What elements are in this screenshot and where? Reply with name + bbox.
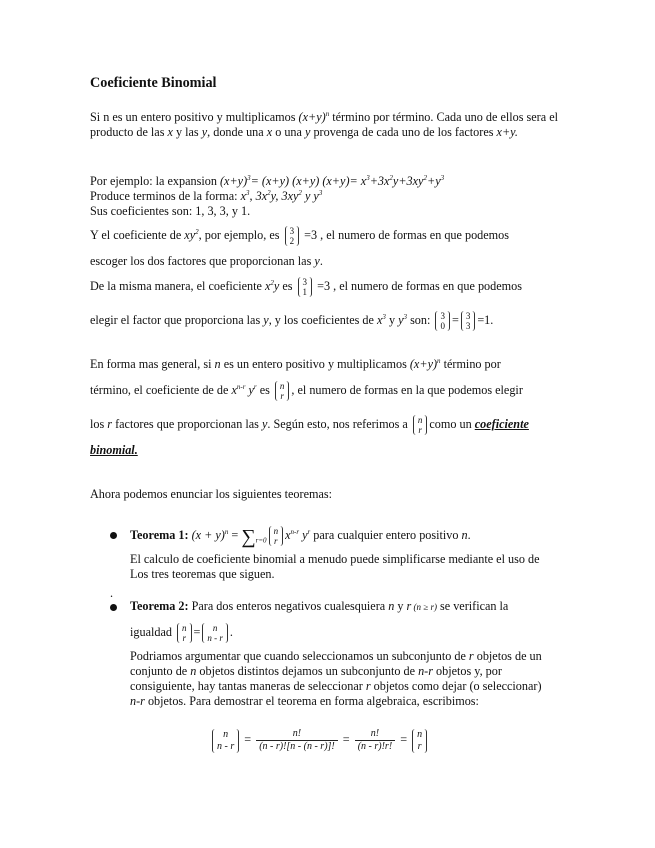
binomial-n-r: n r	[275, 381, 290, 401]
stray-dot: .	[110, 586, 114, 600]
bullet-icon	[110, 604, 117, 611]
page-title: Coeficiente Binomial	[90, 75, 217, 91]
example-terms: Produce terminos de la forma: $x^3$, $3x^2y$, $3xy^2$ y $y^3$	[90, 189, 323, 203]
binomial-3-2: 3 2	[285, 226, 300, 246]
binomial-3-3: 3 3	[461, 311, 476, 331]
theorem-2: Teorema 2: Para dos enteros negativos cualesquiera n y r (n ≥ r) se verifican la igualdad n r = n n - r . Podriamos argumentar que cuando seleccionamos un subconjunto de r objetos de un conjunto de n objetos distintos dejamos un subconjunto de n-r objetos y, por consiguiente, hay tantas maneras de seleccionar r objetos como dejar (o seleccionar) n-r objetos. Para demostrar el teorema en forma algebraica, escribimos:	[130, 599, 542, 708]
coeficiente-binomial-link-continued[interactable]: binomial.	[90, 443, 138, 457]
theorem-1: Teorema 1: $(x + y)^n = \sum_{r=0}$ n r $x^{n-r}$ $y^r$ para cualquier entero positivo n. El calculo de coeficiente binomial a menudo puede simplificarse mediante el uso de Los tres teoremas que siguen.	[130, 526, 540, 581]
theorems-intro: Ahora podemos enunciar los siguientes teoremas:	[90, 487, 332, 501]
binomial-n-n-r-right: n n - r	[202, 623, 228, 643]
example-paragraph	[90, 174, 568, 219]
coefficient-xy2-paragraph: Y el coeficiente de $xy^2$, por ejemplo, es 3 2 =3 , el numero de formas en que podemos escoger los dos factores que proporcionan las y.	[90, 226, 509, 268]
bullet-icon	[110, 532, 117, 539]
fraction-2: $\frac{n!}{(n - r)!r!}$	[355, 728, 395, 753]
binomial-n-r-result: n r	[412, 729, 427, 753]
coeficiente-binomial-link[interactable]: coeficiente	[474, 417, 529, 431]
example-expansion: Por ejemplo: la expansion $(x+y)^3= (x+y)$ (x+y) $(x+y)= x^3+3x^2y+3xy^2+y^3$	[90, 174, 445, 188]
binomial-n-r-reference: n r	[413, 415, 428, 435]
binomial-n-r-sum: n r	[269, 526, 284, 546]
binomial-3-1: 3 1	[298, 277, 313, 297]
general-paragraph: En forma mas general, si n es un entero positivo y multiplicamos $(x+y)^n$ término por término, el coeficiente de de $x^{n-r}$ $y^r$ es n r , el numero de formas en la que podemos elegir los r factores que proporcionan las y. Según esto, nos referimos a n r como un coeficiente binomial.	[90, 357, 529, 457]
intro-paragraph: Si n es un entero positivo y multiplicamos $(x+y)^n$ término por término. Cada uno de ellos sera el producto de las x y las y, donde una x o una y provenga de cada uno de los factores x+y.	[90, 110, 558, 139]
theorem-2-label: Teorema 2:	[130, 599, 189, 613]
binomial-n-r-left: n r	[177, 623, 192, 643]
fraction-1: $\frac{n!}{(n - r)![n - (n - r)]!}$	[256, 728, 338, 753]
algebraic-proof-formula: n n - r = $\frac{n!}{(n - r)![n - (n - r)]!}$ = $\frac{n!}{(n - r)!r!}$ = n r	[210, 728, 429, 753]
example-coefficients: Sus coeficientes son: 1, 3, 3, y 1.	[90, 204, 251, 218]
binomial-3-0: 3 0	[435, 311, 450, 331]
theorem-1-formula: $(x + y)^n = \sum_{r=0}$ n r $x^{n-r}$ $y^r$	[191, 526, 311, 548]
theorem-1-label: Teorema 1:	[130, 528, 189, 542]
coefficient-x2y-paragraph: De la misma manera, el coeficiente $x^2y$ es 3 1 =3 , el numero de formas en que podemos elegir el factor que proporciona las y, y los coeficientes de $x^3$ y $y^3$ son: 3 0 = 3 3 =1.	[90, 277, 522, 332]
binomial-n-n-r: n n - r	[212, 729, 239, 753]
